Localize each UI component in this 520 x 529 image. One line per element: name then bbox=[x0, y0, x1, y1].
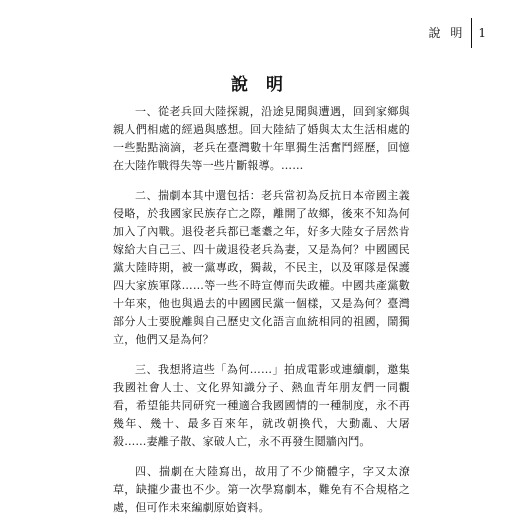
running-head-divider bbox=[471, 18, 472, 48]
running-head-title: 說 明 bbox=[428, 26, 466, 40]
paragraph-3: 三、我想將這些「為何……」拍成電影或連續劇，邀集我國社會人士、文化界知識分子、熱血青年朋友們一同觀看，希望能共同研究一種適合我國國情的一種制度，永不再幾年、幾十、最多百來年，就改朝換代，大動亂、大屠殺……妻離子散、家破人亡，永不再發生鬩牆內鬥。 bbox=[113, 363, 410, 448]
page-title: 說 明 bbox=[231, 75, 289, 95]
paragraph-2: 二、揣劇本其中還包括：老兵當初為反抗日本帝國主義侵略，於我國家民族存亡之際，離開了故鄉，後來不知為何加入了內戰。退役老兵都已耄耋之年，好多大陸女子居然肯嫁給大自己三、四十歲退役老兵為妻，又是為何？中國國民黨大陸時期，被一黨專政，獨裁，不民主，以及軍隊是保護四大家族軍隊……等一些不時宣傳而失政權。中國共產黨數十年來，他也與過去的中國國民黨一個樣，又是為何？臺灣部分人士要脫離與自己歷史文化語言血統相同的祖國，鬧獨立，他們又是為何？ bbox=[113, 189, 410, 346]
paragraph-1: 一、從老兵回大陸探親，沿途見聞與遭遇，回到家鄉與親人們相處的經過與感想。回大陸結了婚與太太生活相處的一些點點滴滴，老兵在臺灣數十年單獨生活奮鬥經歷，回憶在大陸作戰得失等一些片斷報導。…… bbox=[113, 105, 410, 172]
page-number: 1 bbox=[478, 26, 486, 40]
running-head bbox=[429, 18, 486, 48]
body-text bbox=[113, 103, 410, 529]
paragraph-4: 四、揣劇在大陸寫出，故用了不少簡體字，字又太潦草，缺攏少畫也不少。第一次學寫劇本，難免有不合規格之處，但可作未來編劇原始資料。 bbox=[113, 465, 410, 514]
